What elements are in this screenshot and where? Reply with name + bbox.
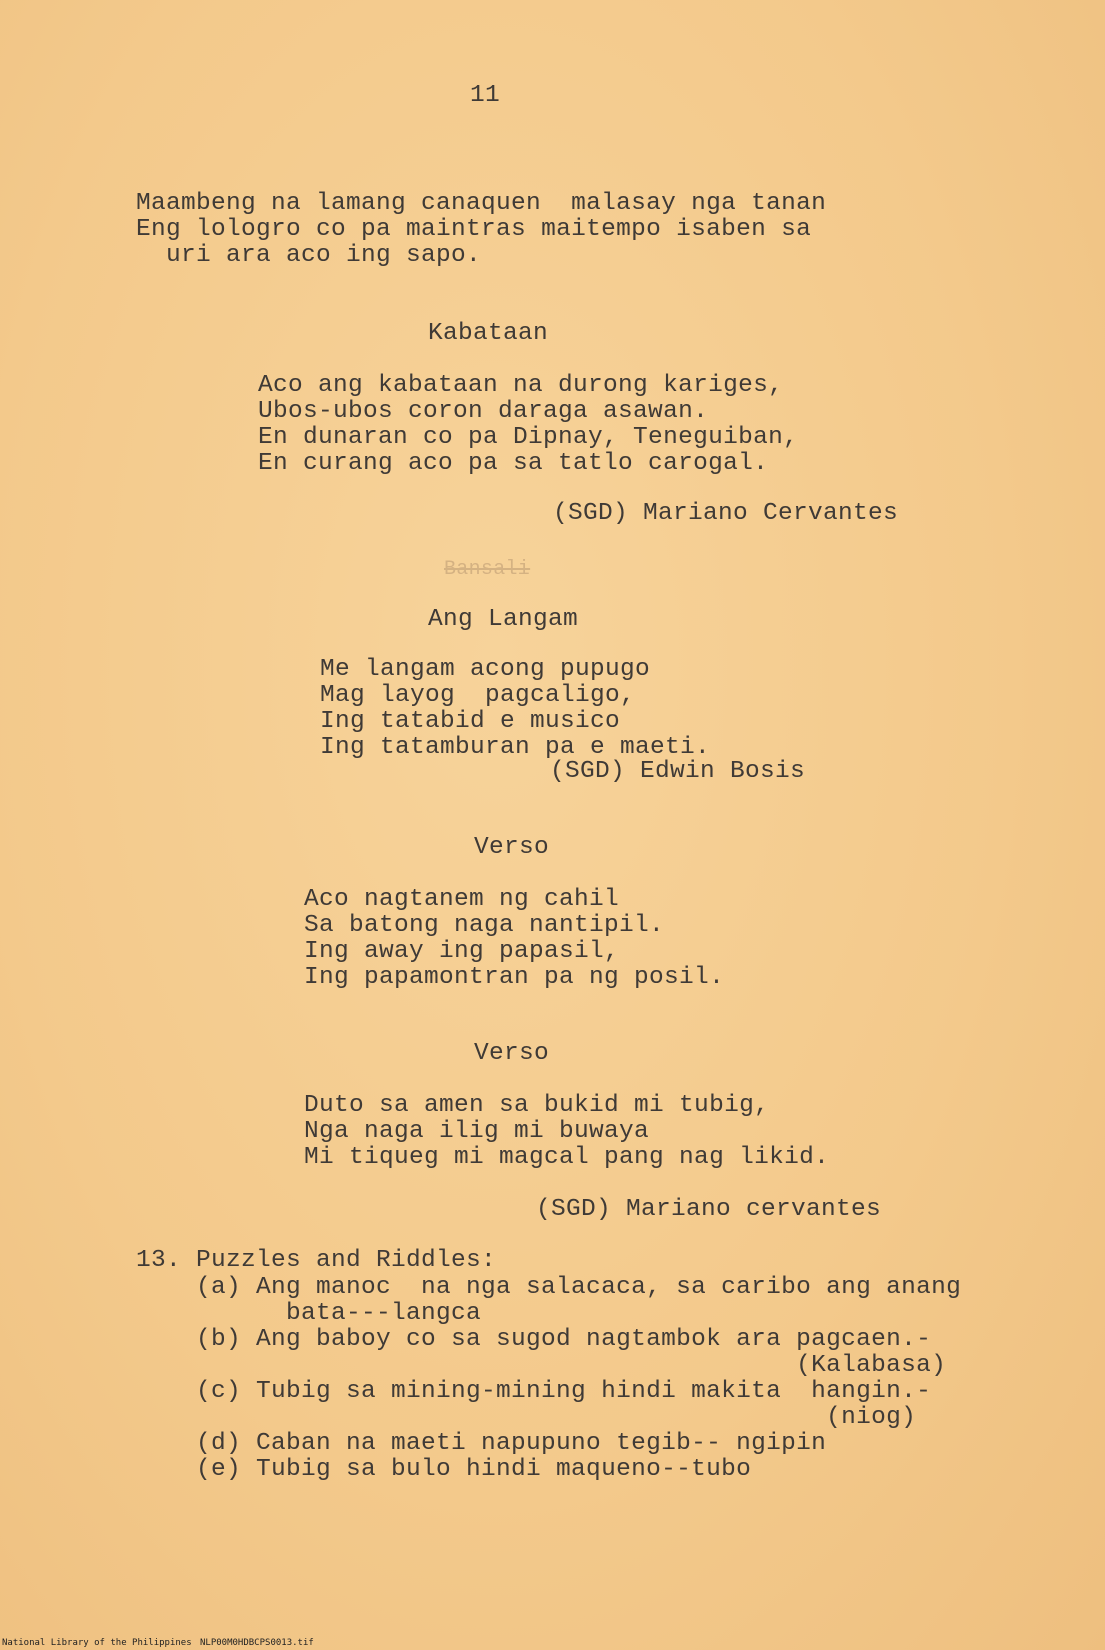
- poem1-title: Kabataan: [428, 320, 549, 347]
- footer-file-id: NLP00M0HDBCPS0013.tif: [200, 1638, 314, 1648]
- opening-line-1: Maambeng na lamang canaquen malasay nga tanan: [136, 190, 827, 217]
- page-number: 11: [470, 82, 501, 109]
- poem2-signature: (SGD) Edwin Bosis: [550, 758, 806, 785]
- poem2-title: Ang Langam: [428, 606, 579, 633]
- poem4-title: Verso: [474, 1040, 550, 1067]
- riddle-d: (d) Caban na maeti napupuno tegib-- ngipin: [196, 1430, 827, 1457]
- poem1-line-1: Aco ang kabataan na durong kariges,: [258, 372, 784, 399]
- struck-word: Bansali: [444, 558, 531, 581]
- poem4-signature: (SGD) Mariano cervantes: [536, 1196, 882, 1223]
- riddle-a: (a) Ang manoc na nga salacaca, sa caribo ang anang: [196, 1274, 962, 1301]
- poem3-line-2: Sa batong naga nantipil.: [304, 912, 665, 939]
- riddle-e: (e) Tubig sa bulo hindi maqueno--tubo: [196, 1456, 752, 1483]
- poem2-line-3: Ing tatabid e musico: [320, 708, 621, 735]
- poem1-signature: (SGD) Mariano Cervantes: [553, 500, 899, 527]
- poem2-line-2: Mag layog pagcaligo,: [320, 682, 636, 709]
- poem2-line-4: Ing tatamburan pa e maeti.: [320, 734, 711, 761]
- riddle-b-answer: (Kalabasa): [196, 1352, 947, 1379]
- opening-line-2: Eng lologro co pa maintras maitempo isaben sa: [136, 216, 812, 243]
- riddle-c-answer: (niog): [196, 1404, 917, 1431]
- poem1-line-3: En dunaran co pa Dipnay, Teneguiban,: [258, 424, 799, 451]
- poem4-line-2: Nga naga ilig mi buwaya: [304, 1118, 650, 1145]
- poem3-line-4: Ing papamontran pa ng posil.: [304, 964, 725, 991]
- poem4-line-1: Duto sa amen sa bukid mi tubig,: [304, 1092, 770, 1119]
- poem3-title: Verso: [474, 834, 550, 861]
- riddle-a-answer: bata---langca: [196, 1300, 482, 1327]
- footer-library: National Library of the Philippines: [2, 1638, 192, 1648]
- opening-line-3: uri ara aco ing sapo.: [136, 242, 482, 269]
- poem1-line-4: En curang aco pa sa tatlo carogal.: [258, 450, 769, 477]
- poem3-line-1: Aco nagtanem ng cahil: [304, 886, 620, 913]
- riddle-c: (c) Tubig sa mining-mining hindi makita hangin.-: [196, 1378, 932, 1405]
- poem1-line-2: Ubos-ubos coron daraga asawan.: [258, 398, 709, 425]
- riddle-b: (b) Ang baboy co sa sugod nagtambok ara pagcaen.-: [196, 1326, 932, 1353]
- section-heading: 13. Puzzles and Riddles:: [136, 1247, 497, 1274]
- poem4-line-3: Mi tiqueg mi magcal pang nag likid.: [304, 1144, 830, 1171]
- poem3-line-3: Ing away ing papasil,: [304, 938, 620, 965]
- poem2-line-1: Me langam acong pupugo: [320, 656, 651, 683]
